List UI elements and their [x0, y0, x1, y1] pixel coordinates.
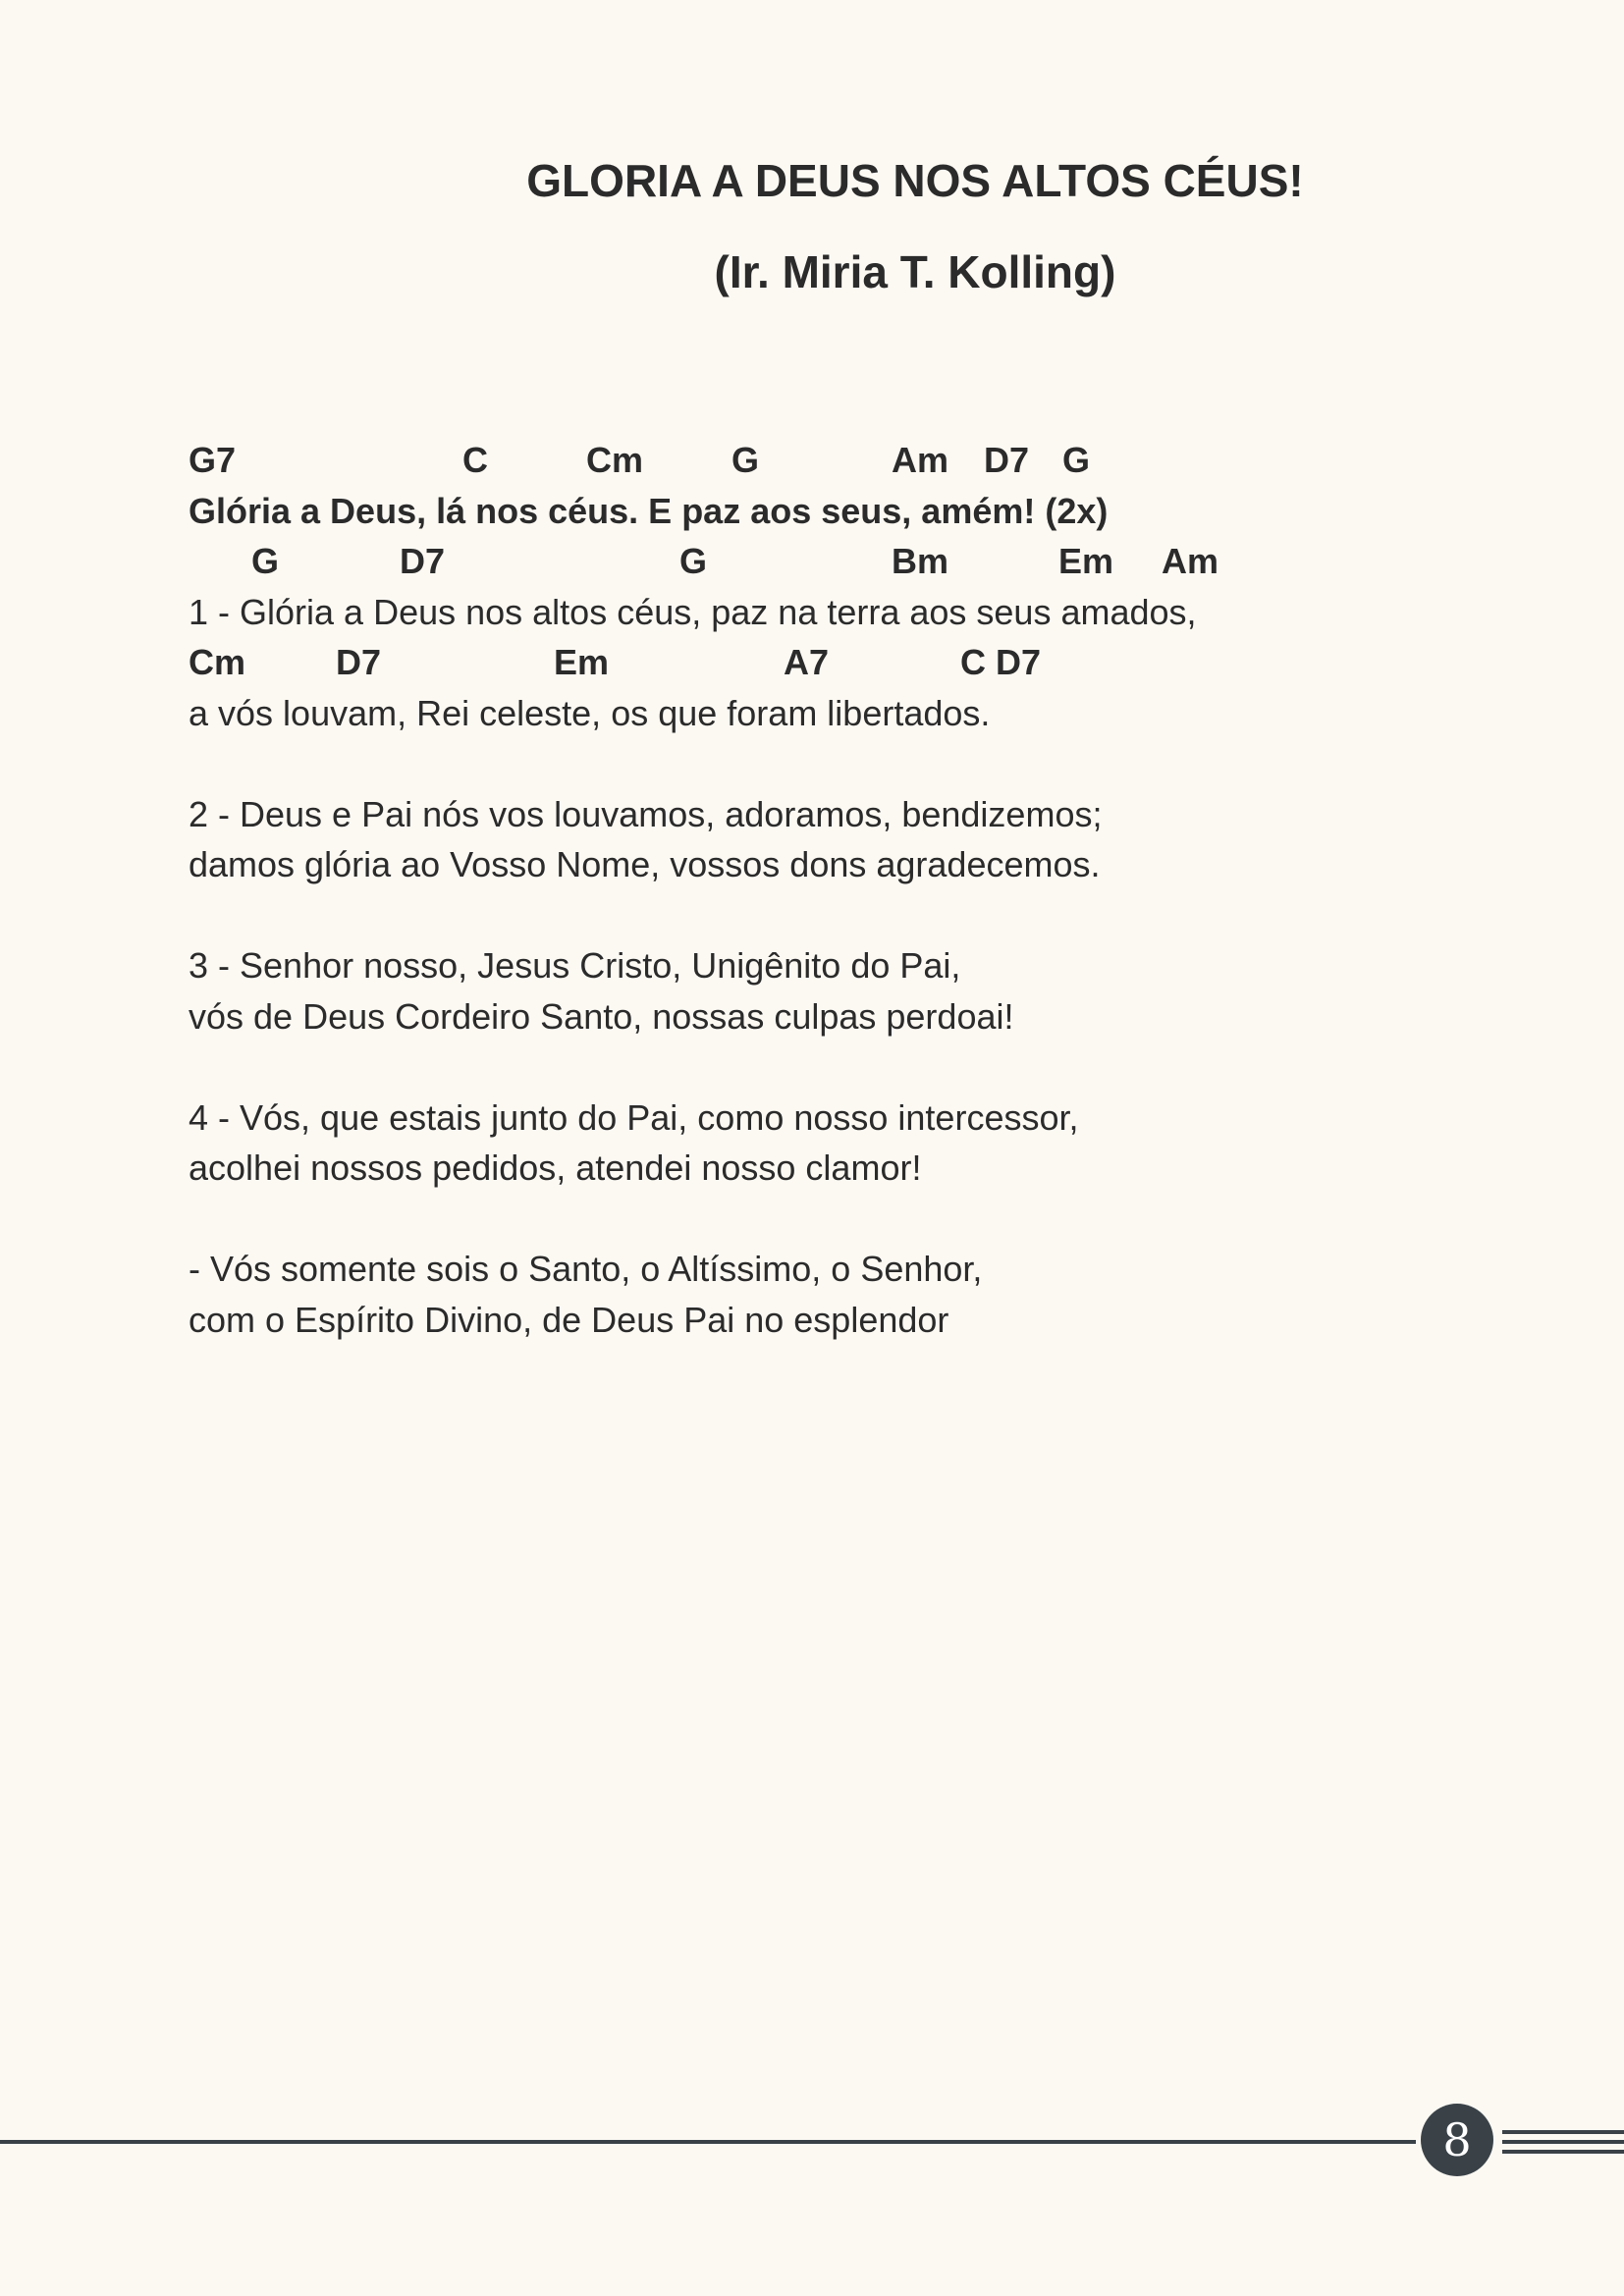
- verse3-text-line-2: vós de Deus Cordeiro Santo, nossas culpas perdoai!: [189, 995, 1014, 1037]
- song-title: GLORIA A DEUS NOS ALTOS CÉUS!: [526, 155, 1304, 206]
- chord: Am: [892, 440, 949, 480]
- chord: D7: [984, 440, 1030, 480]
- verse5-text-line-2: com o Espírito Divino, de Deus Pai no esplendor: [189, 1299, 949, 1340]
- verse3-text-line-1: 3 - Senhor nosso, Jesus Cristo, Unigênito do Pai,: [189, 945, 961, 986]
- chord: C: [462, 440, 488, 480]
- verse4-text-line-1: 4 - Vós, que estais junto do Pai, como nosso intercessor,: [189, 1096, 1079, 1138]
- footer-rule-right-bottom: [1502, 2150, 1624, 2154]
- refrain-text: Glória a Deus, lá nos céus. E paz aos seus, amém! (2x): [189, 490, 1109, 531]
- stanza-gap: [189, 1194, 1465, 1245]
- verse1-text-line-1: 1 - Glória a Deus nos altos céus, paz na terra aos seus amados,: [189, 591, 1197, 632]
- chord: A7: [784, 642, 830, 682]
- chord: C D7: [960, 642, 1042, 682]
- footer-rule-left: [0, 2140, 1416, 2144]
- chord: G: [251, 541, 280, 581]
- chord: G: [1062, 440, 1091, 480]
- refrain-chord-line: [189, 435, 1465, 486]
- song-author: (Ir. Miria T. Kolling): [714, 246, 1116, 297]
- chord: G: [679, 541, 708, 581]
- chord: Cm: [189, 642, 246, 682]
- verse2-text-line-2: damos glória ao Vosso Nome, vossos dons agradecemos.: [189, 844, 1101, 884]
- verse1-chord-line-2: [189, 637, 1465, 688]
- stanza-gap: [189, 890, 1465, 941]
- page-number-badge: 8: [1421, 2104, 1493, 2176]
- stanza-gap: [189, 1041, 1465, 1093]
- verse4-text-line-2: acolhei nossos pedidos, atendei nosso clamor!: [189, 1148, 922, 1188]
- chord: G: [731, 440, 760, 480]
- chord: G7: [189, 440, 237, 480]
- chord: D7: [400, 541, 446, 581]
- verse5-text-line-1: - Vós somente sois o Santo, o Altíssimo, o Senhor,: [189, 1249, 983, 1289]
- chord: Em: [1058, 541, 1114, 581]
- song-body: [189, 435, 1465, 1345]
- footer-rule-right-top: [1502, 2130, 1624, 2134]
- verse1-text-line-2: a vós louvam, Rei celeste, os que foram libertados.: [189, 692, 991, 733]
- chord: Bm: [892, 541, 949, 581]
- chord: D7: [336, 642, 382, 682]
- verse1-chord-line-1: [189, 536, 1465, 587]
- verse2-text-line-1: 2 - Deus e Pai nós vos louvamos, adoramos, bendizemos;: [189, 793, 1103, 834]
- footer-rule-right-middle: [1502, 2140, 1624, 2144]
- stanza-gap: [189, 738, 1465, 789]
- chord: Cm: [586, 440, 644, 480]
- chord: Em: [554, 642, 610, 682]
- chord: Am: [1162, 541, 1219, 581]
